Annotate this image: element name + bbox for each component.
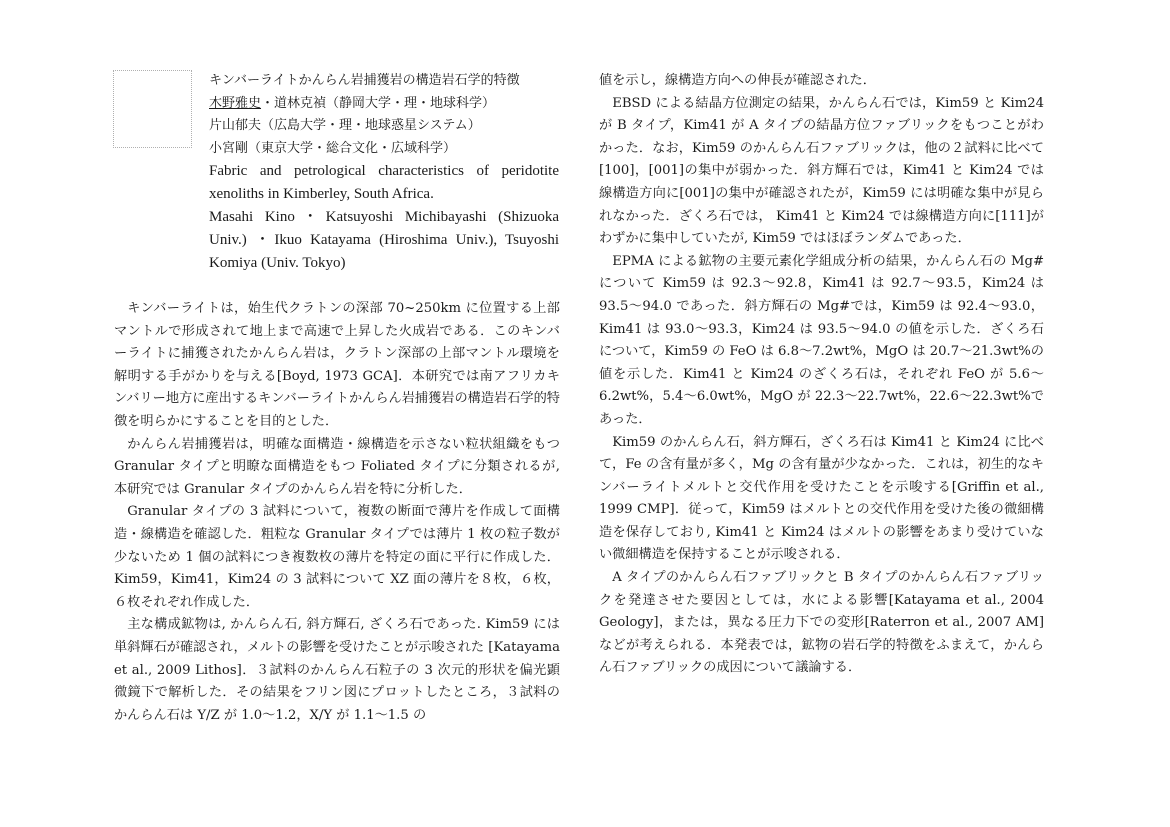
paragraph: EPMA による鉱物の主要元素化学組成分析の結果，かんらん石の Mg#について Kim59 は 92.3〜92.8，Kim41 は 92.7〜93.5，Kim24 は 93.5〜94.0 であった．斜方輝石の Mg#では，Kim59 は 92.4〜93.0，Kim41 は 93.0〜93.3，Kim24 は 93.5〜94.0 の値を示した．ざくろ石について，Kim59 の FeO は 6.8〜7.2wt%，MgO は 20.7〜21.3wt%の値を示した．Kim41 と Kim24 のざくろ石は，それぞれ FeO が 5.6〜6.2wt%，5.4〜6.0wt%，MgO が 22.3〜22.7wt%，22.6〜22.3wt%であった．: [599, 253, 1044, 427]
paragraph: A タイプのかんらん石ファブリックと B タイプのかんらん石ファブリックを発達させた要因としては，水による影響[Katayama et al., 2004 Geology]，または，異なる圧力下での変形[Raterron et al., 2007 AM]などが考えられる．本発表では，鉱物の岩石学的特徴をふまえて，かんらん石ファブリックの成因について議論する．: [599, 570, 1044, 676]
paragraph: キンバーライトは，始生代クラトンの深部 70~250km に位置する上部マントルで形成されて地上まで高速で上昇した火成岩である．このキンバーライトに捕獲されたかんらん岩は，クラトン深部の上部マントル環境を解明する手がかりを与える[Boyd, 1973 GCA]．本研究では南アフリカキンバリー地方に産出するキンバーライトかんらん岩捕獲岩の構造岩石学的特徴を明らかにすることを目的とした．: [114, 301, 560, 429]
paragraph: Kim59 のかんらん石，斜方輝石，ざくろ石は Kim41 と Kim24 に比べて，Fe の含有量が多く，Mg の含有量が少なかった．これは，初生的なキンバーライトメルトと交代作用を受けたことを示唆する[Griffin et al., 1999 CMP]．従って，Kim59 はメルトとの交代作用を受けた後の微細構造を保存しており, Kim41 と Kim24 はメルトの影響をあまり受けていない微細構造を保持することが示唆される．: [599, 434, 1044, 563]
authors-en: Masahi Kino・Katsuyoshi Michibayashi (Shizuoka Univ.) ・Ikuo Katayama (Hiroshima Univ.), Tsuyoshi Komiya (Univ. Tokyo): [209, 209, 559, 271]
title-en: Fabric and petrological characteristics of peridotite xenoliths in Kimberley, South Africa.: [209, 163, 559, 202]
left-column: [114, 298, 560, 727]
paragraph: かんらん岩捕獲岩は，明確な面構造・線構造を示さない粒状組織をもつ Granular タイプと明瞭な面構造をもつ Foliated タイプに分類されるが, 本研究では Granular タイプのかんらん岩を特に分析した．: [114, 436, 560, 497]
authors-jp-line2: 片山郁夫（広島大学・理・地球惑星システム）: [209, 118, 481, 133]
abstract-header: [209, 70, 559, 275]
paragraph: 主な構成鉱物は, かんらん石, 斜方輝石, ざくろ石であった. Kim59 には単斜輝石が確認され，メルトの影響を受けたことが示唆された [Katayama et al., 2009 Lithos]．３試料のかんらん石粒子の 3 次元的形状を偏光顕微鏡下で解析した．その結果をフリン図にプロットしたところ，３試料のかんらん石は Y/Z が 1.0〜1.2，X/Y が 1.1〜1.5 の: [114, 617, 560, 723]
presenter-name: 木野雅史: [209, 95, 262, 111]
paragraph: Granular タイプの 3 試料について，複数の断面で薄片を作成して面構造・線構造を確認した．粗粒な Granular タイプでは薄片 1 枚の粒子数が少ないため 1 個の試料につき複数枚の薄片を特定の面に平行に作成した．Kim59，Kim41，Kim24 の 3 試料について XZ 面の薄片を８枚，６枚，６枚それぞれ作成した．: [114, 504, 560, 610]
paragraph-continuation: 値を示し，線構造方向への伸長が確認された．: [599, 73, 876, 88]
photo-placeholder: [113, 70, 192, 148]
authors-jp-line3: 小宮剛（東京大学・総合文化・広域科学）: [209, 140, 457, 156]
title-jp: キンバーライトかんらん岩捕獲岩の構造岩石学的特徴: [209, 73, 520, 88]
right-column: [599, 70, 1044, 680]
authors-jp-line1-rest: ・道林克禎（静岡大学・理・地球科学）: [261, 95, 496, 111]
authors-jp-line1: [209, 93, 559, 116]
paragraph: EBSD による結晶方位測定の結果，かんらん石では，Kim59 と Kim24 が B タイプ，Kim41 が A タイプの結晶方位ファブリックをもつことがわかった．なお，Kim59 のかんらん石ファブリックは，他の２試料に比べて[100]，[001]の集中が弱かった．斜方輝石では，Kim41 と Kim24 では線構造方向に[001]の集中が確認されたが，Kim59 には明確な集中が見られなかった．ざくろ石では， Kim41 と Kim24 では線構造方向に[111]がわずかに集中していたが, Kim59 ではほぼランダムであった．: [599, 95, 1044, 247]
